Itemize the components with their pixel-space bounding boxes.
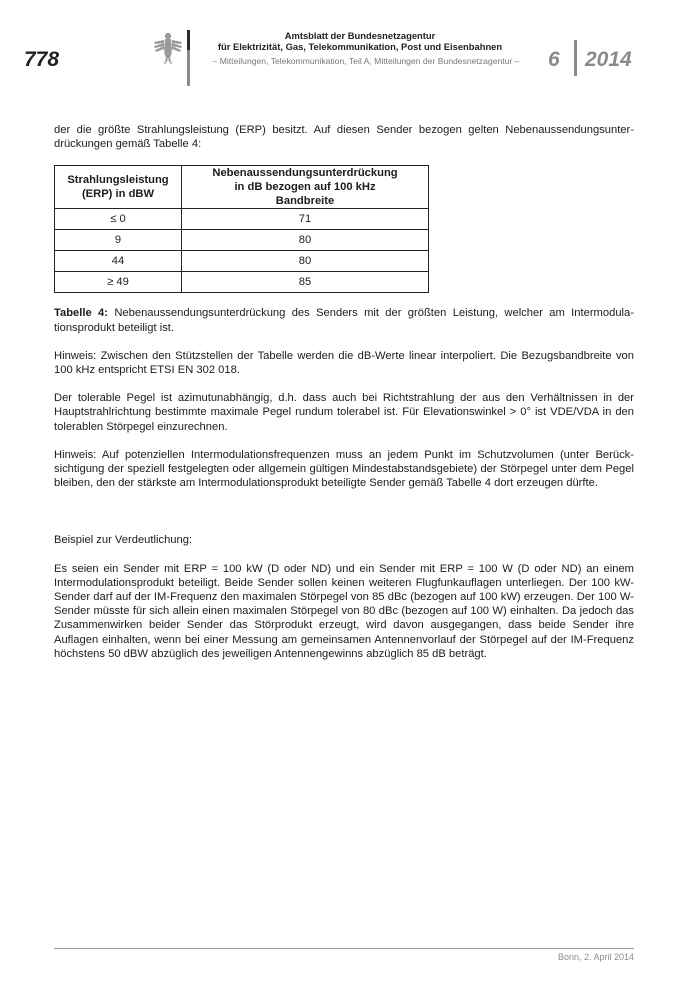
table-cell-suppression: 85 xyxy=(182,272,429,293)
table-header-row xyxy=(55,166,429,209)
example-heading: Beispiel zur Verdeutlichung: xyxy=(54,534,193,547)
table-caption xyxy=(54,306,634,334)
issue-year: 2014 xyxy=(585,48,632,71)
intermodulation-note: Hinweis: Auf potenziellen Intermodulationsfrequenzen muss an jedem Punkt im Schutzvolumen (unter Berücksichtigung der speziell festgelegten oder allgemein gültigen Mindestabstandsgebiete) der Störpegel unter dem Pegel bleiben, den der stärkste am Intermodulationsprodukt beteiligte Sender gemäß Tabelle 4 dort erzeugen dürfte. xyxy=(54,448,634,490)
table-cell-erp: ≤ 0 xyxy=(55,209,182,230)
federal-eagle-icon xyxy=(153,31,183,65)
journal-subtitle: – Mitteilungen, Telekommunikation, Teil A, Mitteilungen der Bundesnetzagentur – xyxy=(212,56,520,66)
issue-divider xyxy=(574,40,577,76)
table-row xyxy=(55,209,429,230)
example-paragraph: Es seien ein Sender mit ERP = 100 kW (D oder ND) und ein Sender mit ERP = 100 W (D oder ND) an einem Intermodulationsprodukt beteiligt. Beide Sender sollen keinen weiteren Flugfunkauflagen unterliegen. Der 100 kW-Sender darf auf der IM-Frequenz den maximalen Störpegel von 85 dBc (bezogen auf 100 kW) erzeugen. Der 100 W-Sender müsste für sich allein einen maximalen Störpegel von 80 dBc (bezogen auf 100 W) einhalten. Da jedoch das Zusammenwirken beider Sender das Störprodukt erzeugt, wird davon ausgegangen, dass beide Sender ihre Auflagen einhalten, wenn bei einer Messung am gemeinsamen Antennenvorlauf der Störpegel auf der IM-Frequenz höchstens 50 dBW abzüglich des jeweiligen Antennengewinns abzüglich 85 dB beträgt. xyxy=(54,562,634,660)
table-cell-suppression: 80 xyxy=(182,251,429,272)
table-row xyxy=(55,251,429,272)
journal-title xyxy=(196,30,524,52)
table-cell-erp: ≥ 49 xyxy=(55,272,182,293)
table-caption-text: Nebenaussendungsunterdrückung des Senders mit der größten Leistung, welcher am Intermodulationsprodukt beteiligt ist. xyxy=(54,307,634,334)
page-number: 778 xyxy=(24,48,60,71)
table-header-suppression: Nebenaussendungsunterdrückung in dB bezogen auf 100 kHz Bandbreite xyxy=(182,166,429,209)
table-row xyxy=(55,230,429,251)
interpolation-note: Hinweis: Zwischen den Stützstellen der Tabelle werden die dB-Werte linear interpoliert. Die Bezugsbandbreite von 100 kHz entspricht ETSI EN 302 018. xyxy=(54,349,634,377)
table-cell-suppression: 80 xyxy=(182,230,429,251)
table-cell-erp: 44 xyxy=(55,251,182,272)
document-body xyxy=(54,123,634,661)
tolerable-level-paragraph: Der tolerable Pegel ist azimutunabhängig, d.h. dass auch bei Richtstrahlung der aus den Verhältnissen in der Hauptstrahlrichtung bestimmte maximale Pegel rundum tolerabel ist. Für Elevationswinkel > 0° ist VDE/VDA in den tolerablen Störpegel einzurechnen. xyxy=(54,392,634,433)
emission-suppression-table xyxy=(54,165,429,293)
table-cell-erp: 9 xyxy=(55,230,182,251)
publication-date: Bonn, 2. April 2014 xyxy=(557,952,634,962)
footer-divider xyxy=(54,948,634,949)
header-divider-accent xyxy=(187,30,190,50)
intro-paragraph: der die größte Strahlungsleistung (ERP) besitzt. Auf diesen Sender bezogen gelten Nebenaussendungsunterdrückungen gemäß Tabelle 4: xyxy=(54,124,634,151)
table-header-erp: Strahlungsleistung (ERP) in dBW xyxy=(55,166,182,209)
issue-number: 6 xyxy=(548,48,560,71)
table-caption-label: Tabelle 4: xyxy=(54,307,108,320)
table-cell-suppression: 71 xyxy=(182,209,429,230)
table-row xyxy=(55,272,429,293)
journal-title-line1: Amtsblatt der Bundesnetzagentur xyxy=(284,30,436,41)
journal-title-line2: für Elektrizität, Gas, Telekommunikation, Post und Eisenbahnen xyxy=(217,41,503,52)
